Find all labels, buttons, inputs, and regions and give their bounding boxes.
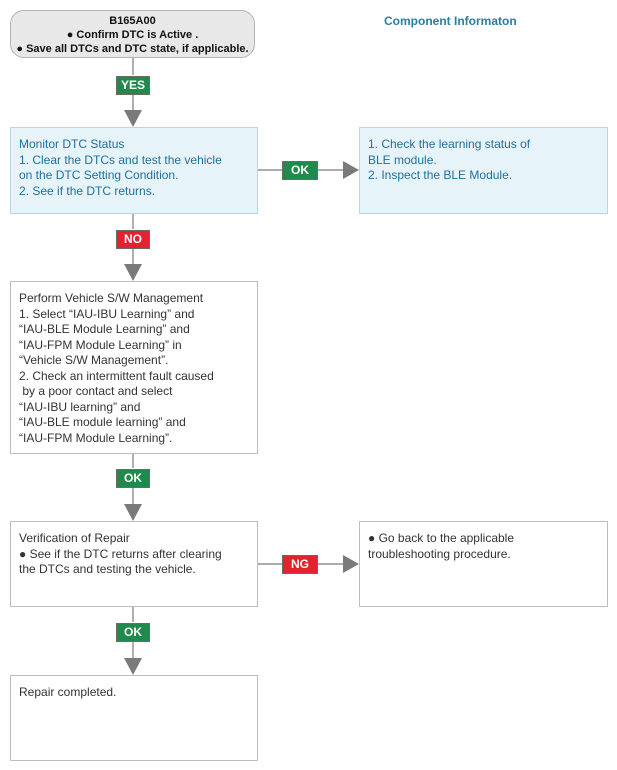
box-line: ● See if the DTC returns after clearing [19, 546, 222, 561]
component-information-link[interactable]: Component Informaton [384, 14, 517, 28]
box-line: Monitor DTC Status [19, 137, 125, 151]
box-line: 1. Check the learning status of [368, 137, 531, 151]
box-line: the DTCs and testing the vehicle. [19, 562, 196, 576]
box-line: 2. Inspect the BLE Module. [368, 168, 513, 182]
box-line: Verification of Repair [19, 531, 130, 545]
yes-badge: YES [116, 76, 150, 95]
box-line: 2. See if the DTC returns. [19, 183, 156, 198]
box-line: BLE module. [368, 152, 437, 167]
dtc-code: B165A00 [109, 15, 156, 27]
down-arrowhead [124, 658, 142, 675]
ok-badge-monitor: OK [282, 161, 318, 180]
box-line: “IAU-FPM Module Learning”. [19, 430, 173, 445]
ng-badge: NG [282, 555, 318, 574]
box-line: “Vehicle S/W Management”. [19, 353, 169, 367]
box-line: 2. Check an intermittent fault caused [19, 368, 214, 383]
box-line: “IAU-FPM Module Learning” in [19, 337, 182, 352]
no-badge: NO [116, 230, 150, 249]
box-line: by a poor contact and select [19, 384, 173, 398]
box-line: troubleshooting procedure. [368, 546, 511, 561]
right-arrowhead [343, 555, 359, 573]
repair-completed-box [10, 675, 258, 761]
start-line-save: ● Save all DTCs and DTC state, if applicable. [16, 43, 249, 55]
ble-check-box [359, 127, 608, 214]
box-line: 1. Select “IAU-IBU Learning” and [19, 306, 195, 321]
box-line: “IAU-BLE Module Learning” and [19, 322, 190, 336]
box-line: 1. Clear the DTCs and test the vehicle [19, 152, 222, 167]
box-line: Perform Vehicle S/W Management [19, 291, 204, 305]
sw-management-box [10, 281, 258, 454]
down-arrowhead [124, 504, 142, 521]
start-line-confirm: ● Confirm DTC is Active . [66, 29, 199, 41]
go-back-box [359, 521, 608, 607]
box-line: on the DTC Setting Condition. [19, 168, 179, 182]
verification-of-repair-box [10, 521, 258, 607]
monitor-dtc-status-box [10, 127, 258, 214]
box-line: Repair completed. [19, 685, 117, 699]
down-arrowhead [124, 264, 142, 281]
ok-badge-sw: OK [116, 469, 150, 488]
box-line: “IAU-BLE module learning” and [19, 415, 186, 429]
start-node [10, 10, 255, 58]
ok-badge-verify: OK [116, 623, 150, 642]
box-line: “IAU-IBU learning” and [19, 399, 141, 414]
right-arrowhead [343, 161, 359, 179]
down-arrowhead [124, 110, 142, 127]
box-line: ● Go back to the applicable [368, 531, 515, 545]
